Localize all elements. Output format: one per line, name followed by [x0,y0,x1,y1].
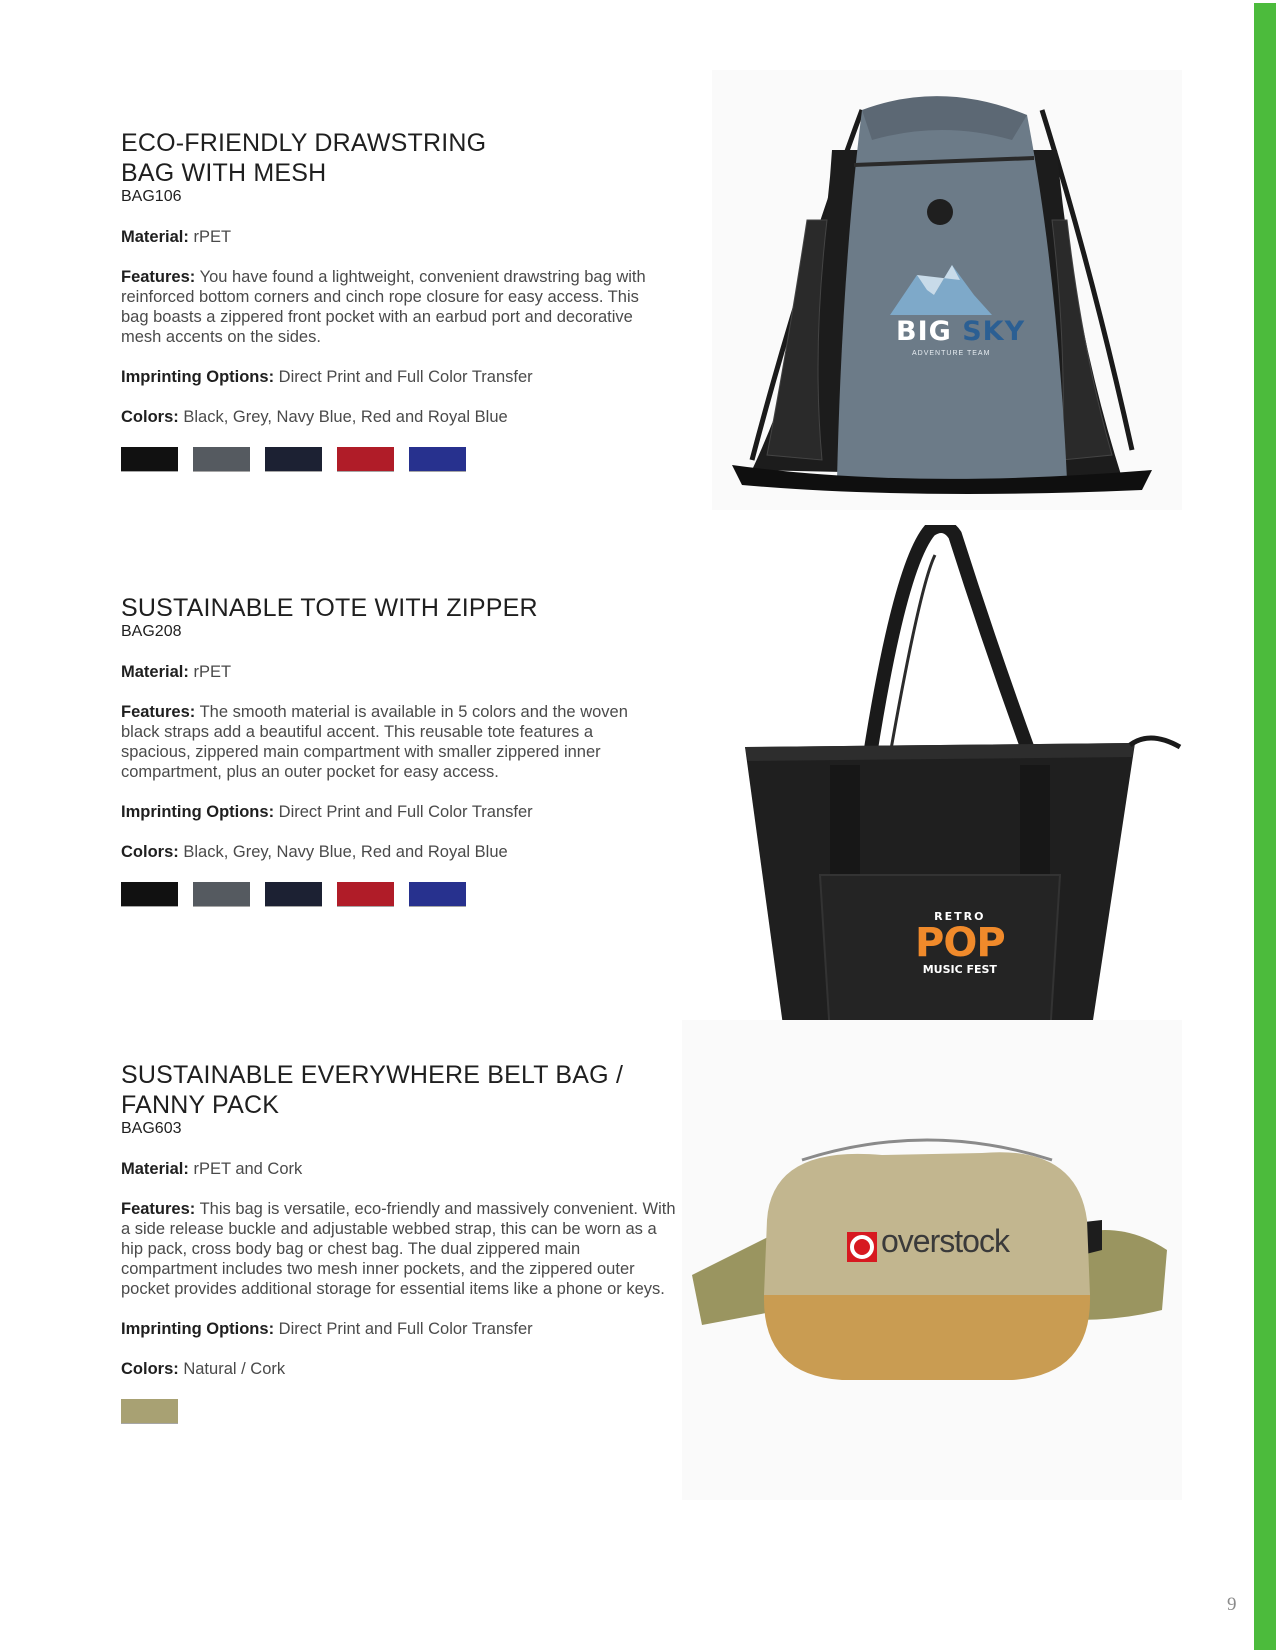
imprint-label: Imprinting Options: [121,1320,275,1338]
product-image-tote-bag [730,525,1185,1045]
color-swatches [121,447,681,471]
product-title: SUSTAINABLE TOTE WITH ZIPPER [121,594,538,622]
material-row [121,227,681,247]
color-swatches [121,882,681,906]
material-label: Material: [121,1160,189,1178]
color-swatch [265,447,322,471]
product-bag208 [121,593,681,906]
logo-line2: SKY [962,316,1026,347]
color-swatch [337,882,394,906]
color-swatch [409,882,466,906]
logo-subtitle: MUSIC FEST [922,963,997,976]
logo-line2: POP [915,920,1005,966]
logo-subtitle: ADVENTURE TEAM [912,350,991,357]
product-sku: BAG208 [121,623,182,640]
product-image-drawstring-bag [712,70,1182,510]
belt-bag-illustration [682,1020,1182,1500]
material-label: Material: [121,663,189,681]
color-swatch [409,447,466,471]
overstock-logo: overstock [881,1223,1009,1259]
colors-value: Black, Grey, Navy Blue, Red and Royal Blue [183,843,508,861]
imprint-row [121,1319,681,1339]
product-sku: BAG603 [121,1120,182,1137]
colors-label: Colors: [121,1360,179,1378]
features-value: The smooth material is available in 5 colors and the woven black straps add a beautiful accent. This reusable tote features a spacious, zippered main compartment with smaller zippered inner compartment, plus an outer pocket for easy access. [121,703,628,781]
features-value: This bag is versatile, eco-friendly and massively convenient. With a side release buckle and adjustable webbed strap, this can be worn as a hip pack, cross body bag or chest bag. The dual zippered main compartment includes two mesh inner pockets, and the zippered outer pocket provides additional storage for essential items like a phone or keys. [121,1200,676,1298]
imprint-label: Imprinting Options: [121,803,275,821]
features-label: Features: [121,268,196,286]
imprint-value: Direct Print and Full Color Transfer [278,368,533,386]
imprint-value: Direct Print and Full Color Transfer [278,803,533,821]
product-bag603 [121,1060,681,1423]
imprint-row [121,802,681,822]
material-label: Material: [121,228,189,246]
features-label: Features: [121,1200,196,1218]
colors-label: Colors: [121,408,179,426]
material-value: rPET [193,228,232,246]
retro-pop-logo [915,910,1005,976]
material-row [121,662,681,682]
imprint-row [121,367,681,387]
colors-row [121,1359,681,1379]
material-value: rPET and Cork [193,1160,303,1178]
color-swatch [121,1399,178,1423]
material-row [121,1159,681,1179]
imprint-label: Imprinting Options: [121,368,275,386]
product-bag106 [121,128,681,471]
color-swatch [265,882,322,906]
product-title: SUSTAINABLE EVERYWHERE BELT BAG / FANNY PACK [121,1061,624,1119]
big-sky-logo [896,316,1025,347]
material-value: rPET [193,663,232,681]
colors-label: Colors: [121,843,179,861]
product-title: ECO-FRIENDLY DRAWSTRING BAG WITH MESH [121,129,487,187]
features-value: You have found a lightweight, convenient drawstring bag with reinforced bottom corners and cinch rope closure for easy access. This bag boasts a zippered front pocket with an earbud port and decorative mesh accents on the sides. [121,268,646,346]
colors-value: Black, Grey, Navy Blue, Red and Royal Blue [183,408,508,426]
color-swatch [193,882,250,906]
features-row [121,267,661,347]
color-swatch [337,447,394,471]
features-row [121,702,661,782]
colors-row [121,842,681,862]
logo-line1: RETRO [934,910,986,923]
product-image-belt-bag [682,1020,1182,1500]
color-swatches [121,1399,681,1423]
features-label: Features: [121,703,196,721]
page-number: 9 [1227,1594,1237,1615]
accent-side-bar [1254,3,1276,1650]
product-sku: BAG106 [121,188,182,205]
color-swatch [193,447,250,471]
drawstring-bag-illustration [712,70,1182,510]
color-swatch [121,447,178,471]
logo-line1: BIG [896,316,952,347]
colors-value: Natural / Cork [183,1360,286,1378]
features-row [121,1199,681,1299]
imprint-value: Direct Print and Full Color Transfer [278,1320,533,1338]
colors-row [121,407,681,427]
color-swatch [121,882,178,906]
